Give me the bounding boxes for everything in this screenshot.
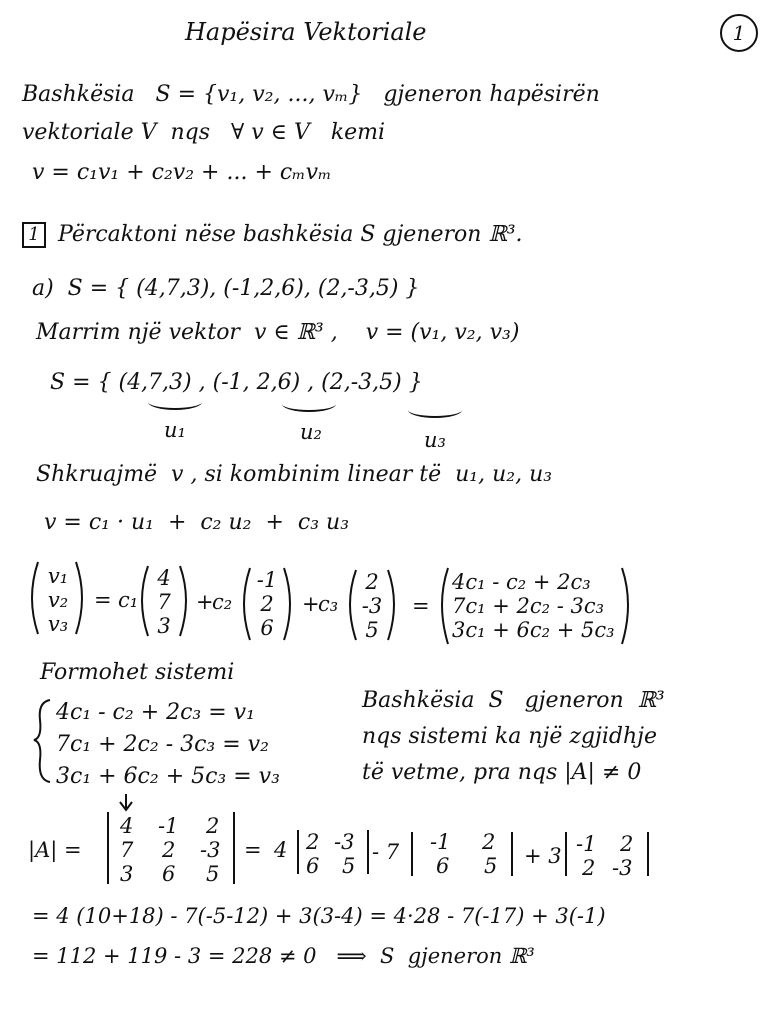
coefficient-c1: c₁ [118,588,139,612]
expansion-coef-1: 4 [274,838,288,862]
plus-sign: + [196,590,214,614]
take-vector-line: Marrim një vektor v ∈ ℝ³ , v = (v₁, v₂, v₃) [36,320,520,345]
equals-sign: = [94,588,112,612]
minor-entry: -3 [612,856,633,880]
result-entry: 7c₁ + 2c₂ - 3c₃ [452,594,605,618]
det-entry: 4 [120,814,134,838]
u1-entry: 4 [157,566,171,590]
system-eq-2: 7c₁ + 2c₂ - 3c₃ = v₂ [56,732,269,757]
det-label: |A| = [28,838,82,862]
u2-entry: 6 [260,616,274,640]
system-eq-3: 3c₁ + 6c₂ + 5c₃ = v₃ [56,764,280,789]
v-vector-entry: v₁ [47,564,69,588]
det-entry: 5 [206,862,220,886]
linear-combination-equation: v = c₁ · u₁ + c₂ u₂ + c₃ u₃ [44,510,350,535]
det-entry: 7 [120,838,134,862]
u2-entry: -1 [256,568,278,592]
result-entry: 4c₁ - c₂ + 2c₃ [452,570,591,594]
u3-entry: -3 [361,594,383,618]
label-u2: u₂ [300,420,322,444]
problem-number-box: 1 [22,222,46,248]
expansion-minus-7: - 7 [372,840,400,864]
problem-part-a: a) S = { (4,7,3), (-1,2,6), (2,-3,5) } [32,276,420,301]
label-u1: u₁ [164,418,186,442]
expansion-equals: = [244,838,262,862]
minor-entry: 2 [482,830,496,854]
page-title: Hapësira Vektoriale [185,18,427,46]
coefficient-c2: c₂ [212,590,233,614]
system-title: Formohet sistemi [40,660,235,685]
minor-entry: -1 [430,830,451,854]
definition-line-2: vektoriale V nqs ∀ v ∈ V kemi [22,120,386,145]
u3-vector [356,570,388,642]
expansion-plus-3: + 3 [524,844,562,868]
label-u3: u₃ [424,428,446,452]
problem-statement: Përcaktoni nëse bashkësia S gjeneron ℝ³. [58,222,523,247]
det-entry: 6 [162,862,176,886]
det-entry: 3 [120,862,134,886]
equals-sign: = [412,594,430,618]
v-vector [42,564,74,636]
plus-sign: + [302,592,320,616]
note-line-1: Bashkësia S gjeneron ℝ³ [362,688,665,713]
minor-entry: 6 [436,854,450,878]
det-entry: -1 [158,814,179,838]
page-number: 1 [732,21,746,45]
result-vector [452,570,620,642]
det-entry: -3 [200,838,221,862]
minor-entry: 5 [342,854,356,878]
u2-vector [252,568,282,640]
u1-entry: 3 [157,614,171,638]
coefficient-c3: c₃ [318,592,339,616]
linear-combination-text: Shkruajmë v , si kombinim linear të u₁, u₂, u₃ [36,462,553,487]
u2-entry: 2 [260,592,274,616]
minor-entry: 2 [620,832,634,856]
minor-entry: 6 [306,854,320,878]
result-entry: 3c₁ + 6c₂ + 5c₃ [452,618,615,642]
note-line-3: të vetme, pra nqs |A| ≠ 0 [362,760,642,785]
calculation-line-1: = 4 (10+18) - 7(-5-12) + 3(3-4) = 4·28 - 7(-17) + 3(-1) [32,904,606,928]
system-eq-1: 4c₁ - c₂ + 2c₃ = v₁ [56,700,255,725]
minor-entry: -1 [576,832,597,856]
v-vector-entry: v₂ [47,588,69,612]
det-entry: 2 [162,838,176,862]
u1-entry: 7 [157,590,171,614]
note-line-2: nqs sistemi ka një zgjidhje [362,724,657,749]
u1-vector [150,566,178,638]
set-repeat-line: S = { (4,7,3) , (-1, 2,6) , (2,-3,5) } [50,370,423,395]
minor-entry: -3 [334,830,355,854]
u3-entry: 5 [365,618,379,642]
calculation-line-2: = 112 + 119 - 3 = 228 ≠ 0 ⟹ S gjeneron ℝ³ [32,944,535,968]
det-entry: 2 [206,814,220,838]
definition-line-3: v = c₁v₁ + c₂v₂ + ... + cₘvₘ [32,160,332,185]
definition-line-1: Bashkësia S = {v₁, v₂, ..., vₘ} gjeneron hapësirën [22,82,600,107]
minor-entry: 2 [582,856,596,880]
v-vector-entry: v₃ [47,612,69,636]
minor-entry: 2 [306,830,320,854]
u3-entry: 2 [365,570,379,594]
minor-entry: 5 [484,854,498,878]
